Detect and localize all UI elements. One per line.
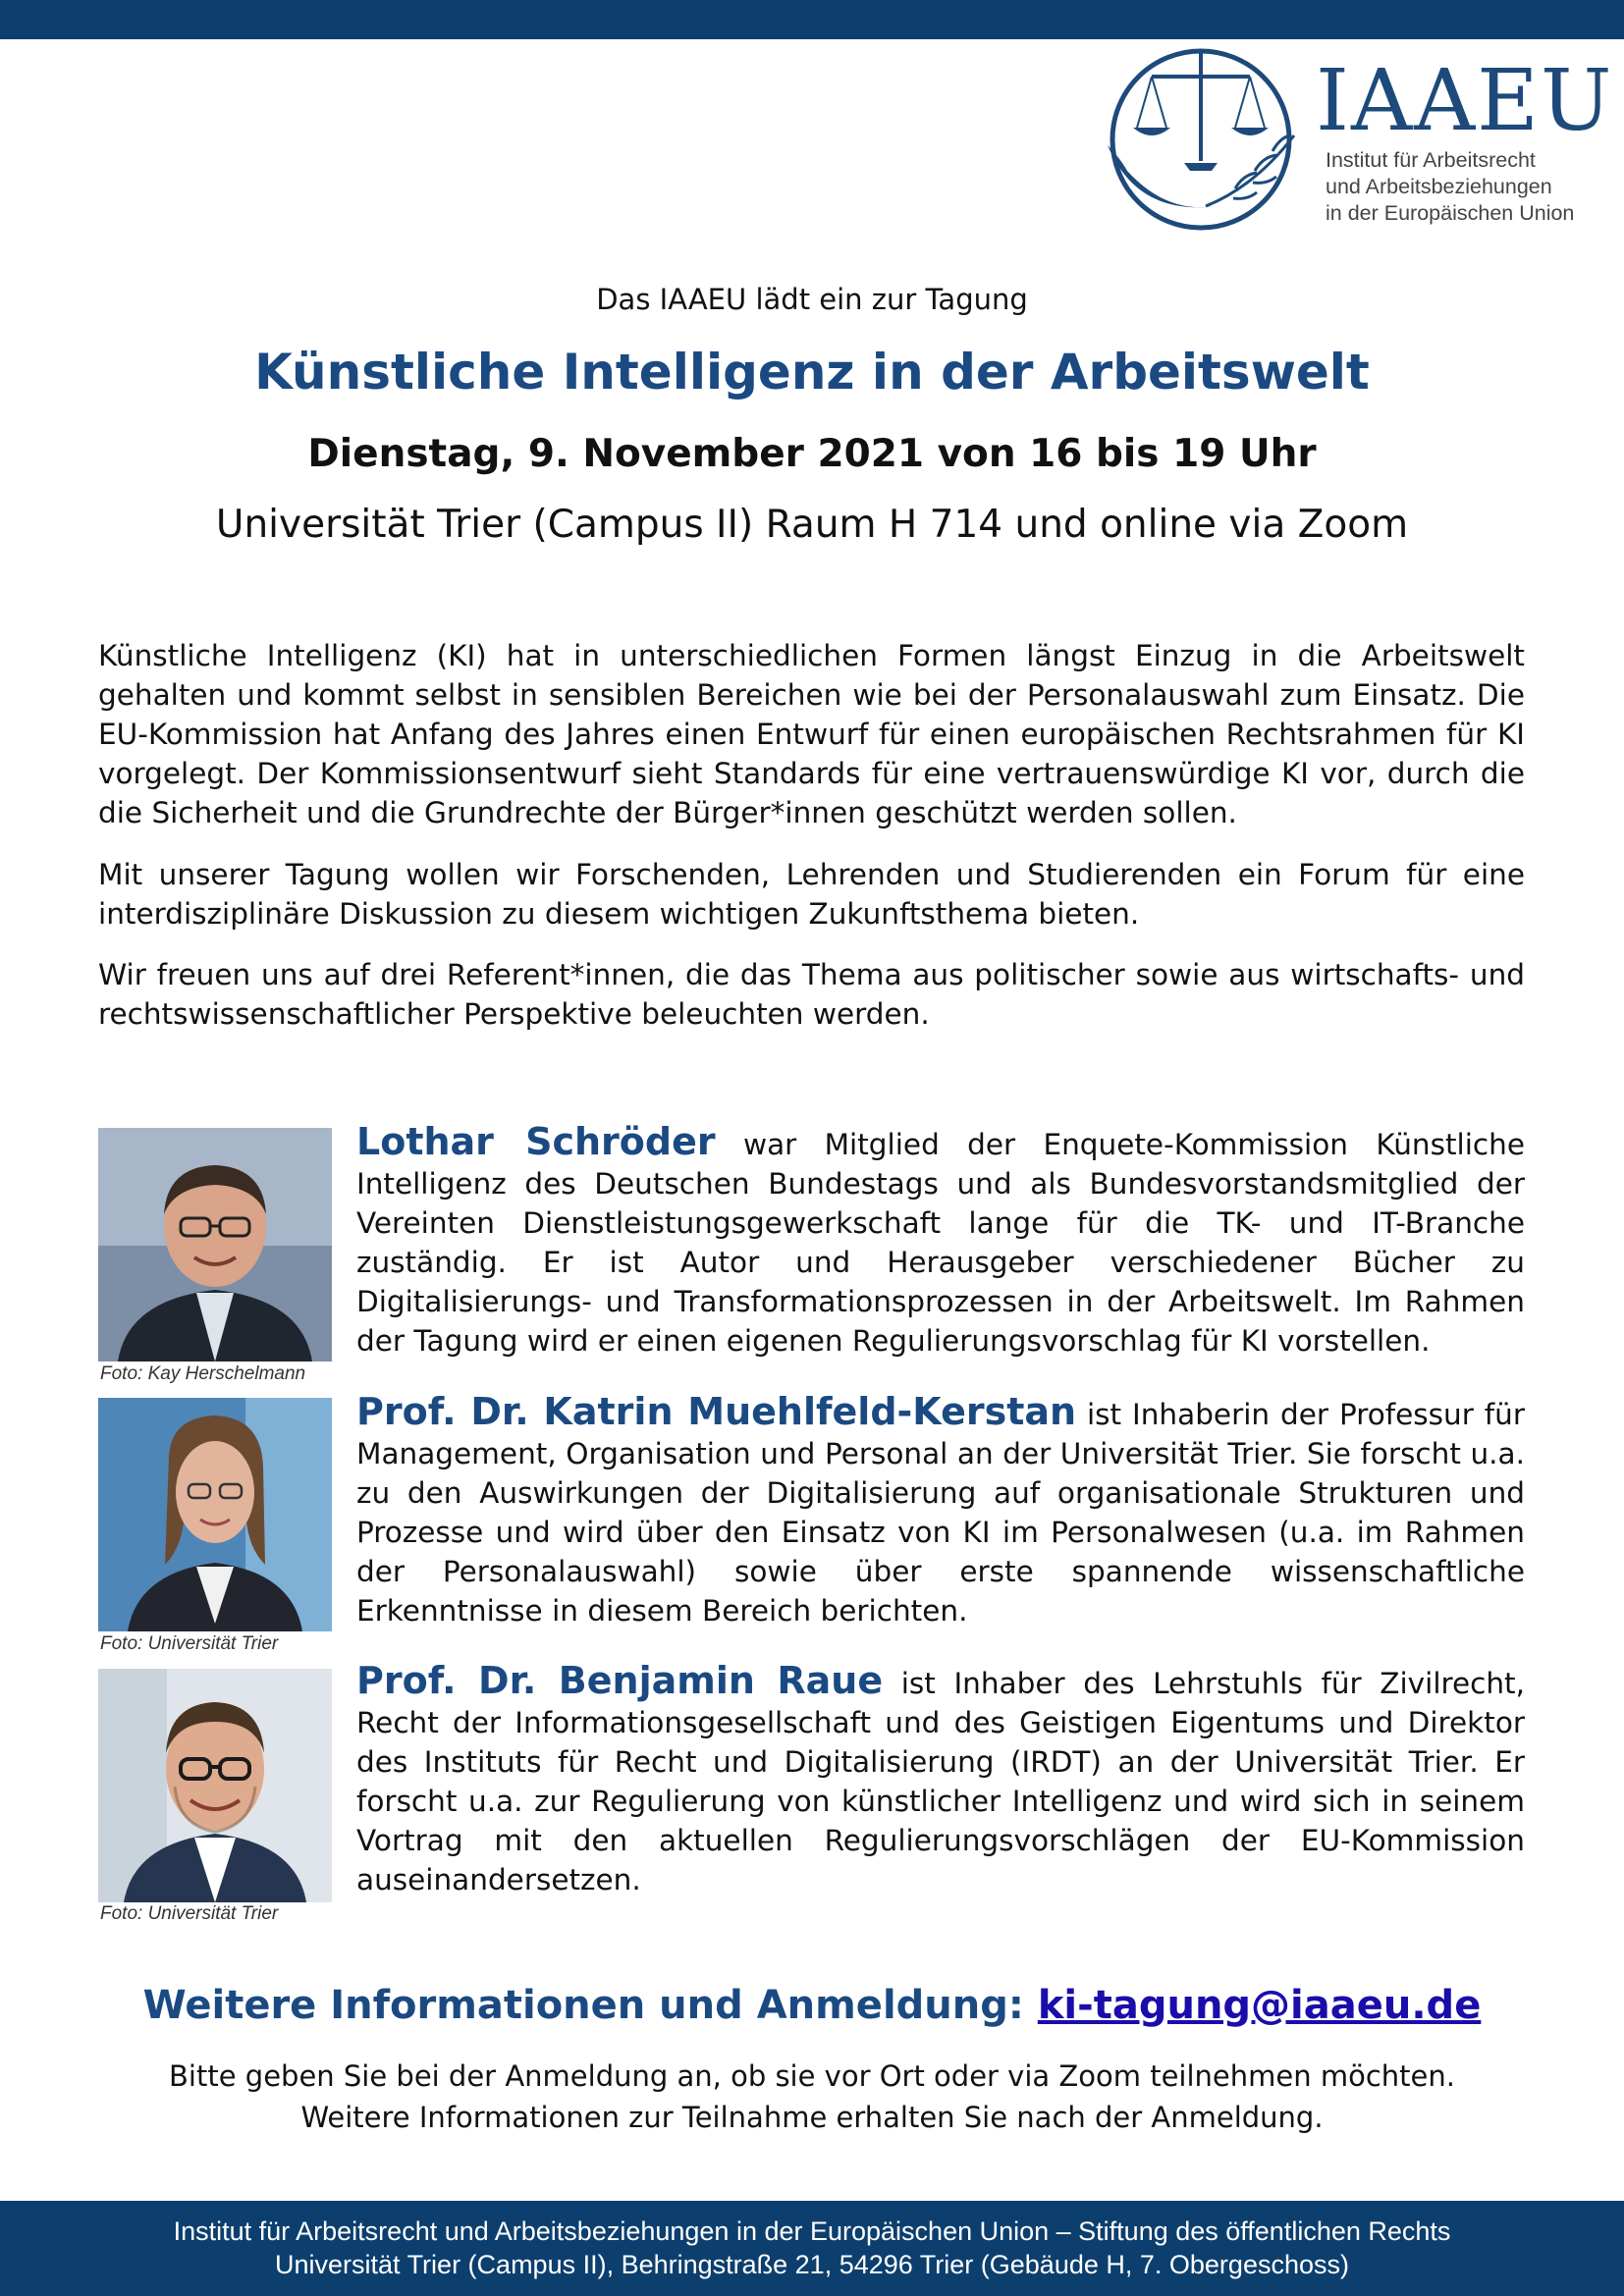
intro-paragraph: Wir freuen uns auf drei Referent*innen, die das Thema aus politischer sowie aus wirtschafts- und rechtswissenschaftlicher Perspektive beleuchten werden. (98, 958, 1525, 1031)
scales-of-justice-icon (1098, 41, 1309, 238)
speaker-bio-text: war Mitglied der Enquete-Kommission Künstliche Intelligenz des Deutschen Bundestags und als Bundesvorstandsmitglied der Vereinten Dienstleistungsgewerkschaft lange für die TK- und IT-Branche zuständig. Er ist Autor und Herausgeber verschiedener Bücher zu Digitalisierungs- und Transformationsprozessen in der Arbeitswelt. Im Rahmen der Tagung wird er einen eigenen Regulierungsvorschlag für KI vorstellen. (356, 1128, 1525, 1358)
footer (0, 2201, 1624, 2296)
registration-note: Weitere Informationen zur Teilnahme erhalten Sie nach der Anmeldung. (300, 2101, 1324, 2134)
speaker-photo-raue (98, 1669, 332, 1902)
speaker-name: Lothar Schröder (356, 1120, 716, 1163)
speaker-bio (356, 1122, 1525, 1361)
intro-paragraph: Künstliche Intelligenz (KI) hat in unterschiedlichen Formen längst Einzug in die Arbeitswelt gehalten und kommt selbst in sensiblen Bereichen wie bei der Personalauswahl zum Einsatz. Die EU-Kommission hat Anfang des Jahres einen Entwurf für einen europäischen Rechtsrahmen für KI vorgelegt. Der Kommissionsentwurf sieht Standards für eine vertrauenswürdige KI vor, durch die die Sicherheit und die Grundrechte der Bürger*innen geschützt werden sollen. (98, 639, 1525, 829)
logo-subtitle (1326, 147, 1574, 227)
top-bar (0, 0, 1624, 39)
registration-label: Weitere Informationen und Anmeldung: (142, 1983, 1024, 2028)
registration-note: Bitte geben Sie bei der Anmeldung an, ob sie vor Ort oder via Zoom teilnehmen möchten. (169, 2059, 1455, 2093)
photo-credit: Foto: Universität Trier (100, 1633, 279, 1654)
speaker-bio (356, 1392, 1525, 1630)
photo-credit: Foto: Universität Trier (100, 1903, 279, 1924)
footer-line: Universität Trier (Campus II), Behringstraße 21, 54296 Trier (Gebäude H, 7. Obergeschoss) (275, 2250, 1349, 2279)
speaker-photo-muehlfeld-kerstan (98, 1398, 332, 1631)
registration-heading (0, 1983, 1624, 2028)
speaker-bio (356, 1661, 1525, 1899)
logo-subtitle-line: in der Europäischen Union (1326, 201, 1575, 225)
speaker-name: Prof. Dr. Katrin Muehlfeld-Kerstan (356, 1390, 1077, 1433)
logo-wordmark: IAAEU (1316, 52, 1614, 150)
registration-email-link[interactable]: ki-tagung@iaaeu.de (1037, 1983, 1482, 2028)
invite-line: Das IAAEU lädt ein zur Tagung (596, 283, 1028, 316)
event-title: Künstliche Intelligenz in der Arbeitswelt (254, 344, 1370, 400)
speaker-photo-schroeder (98, 1128, 332, 1362)
logo-subtitle-line: Institut für Arbeitsrecht (1326, 148, 1536, 172)
logo-subtitle-line: und Arbeitsbeziehungen (1326, 175, 1552, 198)
footer-line: Institut für Arbeitsrecht und Arbeitsbeziehungen in der Europäischen Union – Stiftung des öffentlichen Rechts (173, 2216, 1451, 2246)
event-date: Dienstag, 9. November 2021 von 16 bis 19 Uhr (307, 432, 1317, 476)
photo-credit: Foto: Kay Herschelmann (100, 1363, 306, 1384)
event-location: Universität Trier (Campus II) Raum H 714 und online via Zoom (215, 503, 1409, 547)
speaker-name: Prof. Dr. Benjamin Raue (356, 1659, 884, 1702)
intro-paragraph: Mit unserer Tagung wollen wir Forschenden, Lehrenden und Studierenden ein Forum für eine interdisziplinäre Diskussion zu diesem wichtigen Zukunftsthema bieten. (98, 858, 1525, 931)
speaker-bio-text: ist Inhaber des Lehrstuhls für Zivilrecht, Recht der Informationsgesellschaft und des Geistigen Eigentums und Direktor des Instituts für Recht und Digitalisierung (IRDT) an der Universität Trier. Er forscht u.a. zur Regulierung von künstlicher Intelligenz und wird sich in seinem Vortrag mit den aktuellen Regulierungsvorschlägen der EU-Kommission auseinandersetzen. (356, 1667, 1526, 1896)
speaker-bio-text: ist Inhaberin der Professur für Management, Organisation und Personal an der Universität Trier. Sie forscht u.a. zu den Auswirkungen der Digitalisierung auf organisationale Strukturen und Prozesse und wird über den Einsatz von KI im Personalwesen (u.a. im Rahmen der Personalauswahl) sowie über erste spannende wissenschaftliche Erkenntnisse in diesem Bereich berichten. (356, 1398, 1525, 1628)
iaaeu-logo (1098, 41, 1614, 238)
